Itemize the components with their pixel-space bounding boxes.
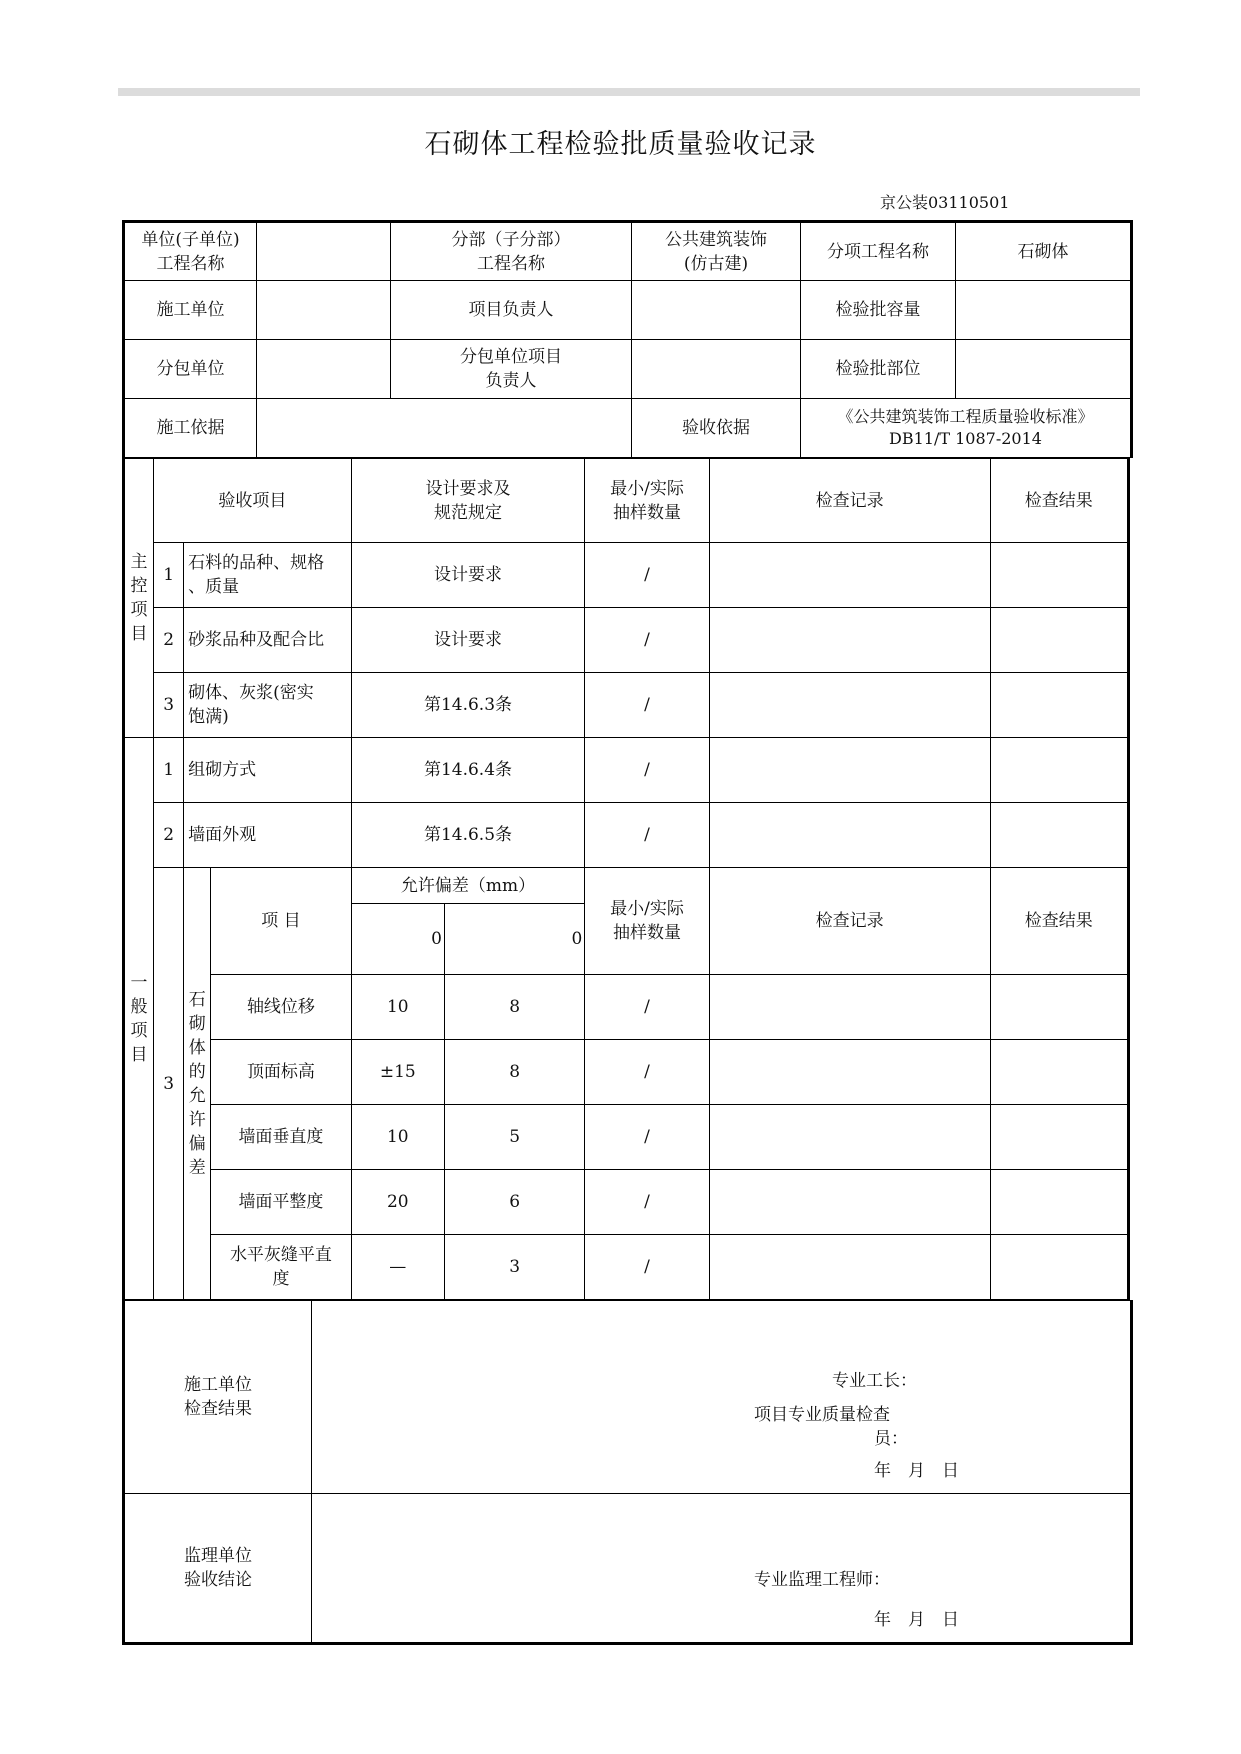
deviation-v1: ±15 <box>351 1040 444 1105</box>
col-sample-header: 最小/实际 抽样数量 <box>585 459 709 543</box>
general-group-label: 一 般 项 目 <box>124 738 154 1300</box>
deviation-sample[interactable]: / <box>585 1040 709 1105</box>
construction-date: 年 月 日 <box>874 1461 959 1481</box>
deviation-v2: 8 <box>444 1040 584 1105</box>
table-row <box>124 1040 1129 1105</box>
foreman-label: 专业工长： <box>832 1371 917 1391</box>
deviation-record[interactable] <box>709 1170 990 1235</box>
col-record-header: 检查记录 <box>709 459 990 543</box>
col-item-header: 验收项目 <box>154 459 352 543</box>
inspection-table <box>122 458 1130 1300</box>
constructor-label: 施工单位 <box>124 281 257 340</box>
division-label: 分部（子分部） 工程名称 <box>391 222 632 281</box>
item-spec: 第14.6.4条 <box>351 738 585 803</box>
deviation-sample[interactable]: / <box>585 975 709 1040</box>
item-record[interactable] <box>709 738 990 803</box>
item-result[interactable] <box>990 543 1128 608</box>
deviation-no: 3 <box>154 868 184 1300</box>
subcontractor-label: 分包单位 <box>124 340 257 399</box>
deviation-name: 水平灰缝平直 度 <box>211 1235 351 1300</box>
pm-value[interactable] <box>632 281 801 340</box>
table-row <box>124 543 1129 608</box>
item-result[interactable] <box>990 608 1128 673</box>
deviation-name: 墙面垂直度 <box>211 1105 351 1170</box>
item-result[interactable] <box>990 803 1128 868</box>
deviation-record[interactable] <box>709 1040 990 1105</box>
deviation-record[interactable] <box>709 975 990 1040</box>
table-row <box>124 1235 1129 1300</box>
item-result[interactable] <box>990 673 1128 738</box>
sub-pm-label: 分包单位项目 负责人 <box>391 340 632 399</box>
table-row <box>124 1105 1129 1170</box>
deviation-record[interactable] <box>709 1235 990 1300</box>
form-code: 京公装03110501 <box>880 193 1010 212</box>
form-title: 石砌体工程检验批质量验收记录 <box>424 129 817 160</box>
item-record[interactable] <box>709 803 990 868</box>
basis-label: 施工依据 <box>124 399 257 458</box>
item-no: 1 <box>154 543 184 608</box>
item-spec: 设计要求 <box>351 608 585 673</box>
item-spec: 第14.6.3条 <box>351 673 585 738</box>
subitem-value[interactable]: 石砌体 <box>956 222 1132 281</box>
item-spec: 设计要求 <box>351 543 585 608</box>
tolerance-col2-header: 0 <box>444 904 584 975</box>
deviation-sample[interactable]: / <box>585 1105 709 1170</box>
deviation-side-label: 石 砌 体 的 允 许 偏 差 <box>184 868 211 1300</box>
deviation-v1: 10 <box>351 1105 444 1170</box>
deviation-sample[interactable]: / <box>585 1170 709 1235</box>
item-no: 2 <box>154 803 184 868</box>
signature-table <box>122 1300 1133 1645</box>
item-no: 2 <box>154 608 184 673</box>
deviation-name: 轴线位移 <box>211 975 351 1040</box>
deviation-v2: 8 <box>444 975 584 1040</box>
location-label: 检验批部位 <box>801 340 956 399</box>
item-sample[interactable]: / <box>585 608 709 673</box>
deviation-item-header: 项 目 <box>211 868 351 975</box>
item-spec: 第14.6.5条 <box>351 803 585 868</box>
tolerance-col1-header: 0 <box>351 904 444 975</box>
item-sample[interactable]: / <box>585 803 709 868</box>
item-record[interactable] <box>709 673 990 738</box>
item-name: 组砌方式 <box>184 738 352 803</box>
item-sample[interactable]: / <box>585 673 709 738</box>
item-name: 石料的品种、规格 、质量 <box>184 543 352 608</box>
pm-label: 项目负责人 <box>391 281 632 340</box>
item-no: 3 <box>154 673 184 738</box>
acceptance-basis-label: 验收依据 <box>632 399 801 458</box>
inspector-label-2: 员： <box>874 1429 908 1449</box>
item-sample[interactable]: / <box>585 543 709 608</box>
deviation-sample[interactable]: / <box>585 1235 709 1300</box>
deviation-result[interactable] <box>990 1170 1128 1235</box>
location-value[interactable] <box>956 340 1132 399</box>
supervision-label: 监理单位 验收结论 <box>124 1494 312 1644</box>
sub-pm-value[interactable] <box>632 340 801 399</box>
supervision-date: 年 月 日 <box>874 1610 959 1630</box>
deviation-record[interactable] <box>709 1105 990 1170</box>
deviation-v1: 10 <box>351 975 444 1040</box>
construction-check-area[interactable] <box>312 1301 1132 1494</box>
top-rule <box>118 88 1140 96</box>
table-row <box>124 975 1129 1040</box>
col-result-header: 检查结果 <box>990 459 1128 543</box>
deviation-sample-header: 最小/实际 抽样数量 <box>585 868 709 975</box>
deviation-name: 墙面平整度 <box>211 1170 351 1235</box>
deviation-record-header: 检查记录 <box>709 868 990 975</box>
subitem-label: 分项工程名称 <box>801 222 956 281</box>
header-table <box>122 220 1133 458</box>
engineer-label: 专业监理工程师： <box>754 1570 890 1590</box>
item-result[interactable] <box>990 738 1128 803</box>
acceptance-basis-value: 《公共建筑装饰工程质量验收标准》 DB11/T 1087-2014 <box>801 399 1132 458</box>
inspector-label-1: 项目专业质量检查 <box>754 1405 890 1425</box>
table-row <box>124 1170 1129 1235</box>
main-group-label: 主 控 项 目 <box>124 459 154 738</box>
subcontractor-value[interactable] <box>257 340 391 399</box>
deviation-result[interactable] <box>990 975 1128 1040</box>
unit-project-value[interactable] <box>257 222 391 281</box>
item-name: 砂浆品种及配合比 <box>184 608 352 673</box>
item-name: 墙面外观 <box>184 803 352 868</box>
table-row <box>124 673 1129 738</box>
deviation-v2: 5 <box>444 1105 584 1170</box>
table-row <box>124 608 1129 673</box>
deviation-result[interactable] <box>990 1235 1128 1300</box>
unit-project-label: 单位(子单位) 工程名称 <box>124 222 257 281</box>
deviation-result[interactable] <box>990 1040 1128 1105</box>
tolerance-header: 允许偏差（mm） <box>351 868 585 904</box>
table-row <box>124 738 1129 803</box>
division-value[interactable]: 公共建筑装饰 (仿古建) <box>632 222 801 281</box>
deviation-name: 顶面标高 <box>211 1040 351 1105</box>
col-spec-header: 设计要求及 规范规定 <box>351 459 585 543</box>
deviation-v1: 20 <box>351 1170 444 1235</box>
item-no: 1 <box>154 738 184 803</box>
supervision-area[interactable] <box>312 1494 1132 1644</box>
item-record[interactable] <box>709 543 990 608</box>
deviation-result[interactable] <box>990 1105 1128 1170</box>
deviation-v2: 3 <box>444 1235 584 1300</box>
deviation-v1: — <box>351 1235 444 1300</box>
item-record[interactable] <box>709 608 990 673</box>
deviation-v2: 6 <box>444 1170 584 1235</box>
item-sample[interactable]: / <box>585 738 709 803</box>
capacity-label: 检验批容量 <box>801 281 956 340</box>
deviation-result-header: 检查结果 <box>990 868 1128 975</box>
basis-value[interactable] <box>257 399 632 458</box>
item-name: 砌体、灰浆(密实 饱满) <box>184 673 352 738</box>
constructor-value[interactable] <box>257 281 391 340</box>
construction-check-label: 施工单位 检查结果 <box>124 1301 312 1494</box>
table-row <box>124 803 1129 868</box>
capacity-value[interactable] <box>956 281 1132 340</box>
